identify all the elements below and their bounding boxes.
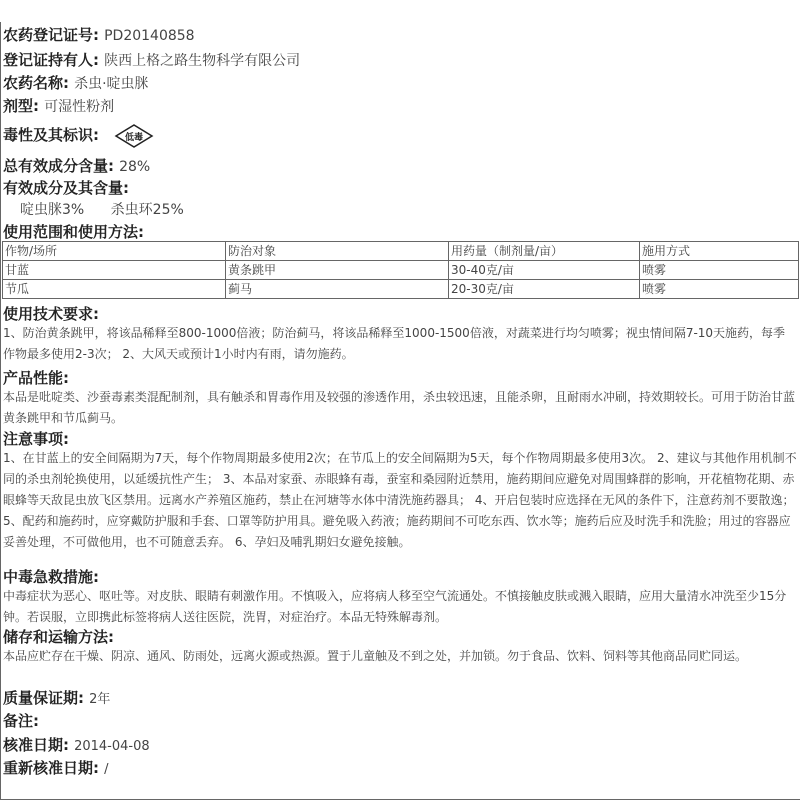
approval-date-row: [3, 735, 150, 757]
table-row: [3, 261, 799, 280]
formulation-label: 剂型:: [3, 97, 39, 115]
performance-text: 本品是吡啶类、沙蚕毒素类混配制剂，具有触杀和胃毒作用及较强的渗透作用，杀虫较迅速，且能杀卵，且耐雨水冲刷，持效期较长。可用于防治甘蓝黄条跳甲和节瓜蓟马。: [3, 390, 796, 425]
storage-text: 本品应贮存在干燥、阴凉、通风、防雨处，远离火源或热源。置于儿童触及不到之处，并加锁。勿于食品、饮料、饲料等其他商品同贮同运。: [3, 649, 748, 663]
low-toxicity-diamond-icon: [114, 123, 154, 149]
remarks-row: [3, 711, 39, 732]
warranty-value: 2年: [89, 692, 111, 707]
formulation-row: [3, 96, 114, 117]
technical-heading-row: [3, 304, 99, 324]
first-aid-label: 中毒急救措施:: [3, 568, 99, 586]
table-header-cell: 施用方式: [640, 242, 799, 261]
registration-number-value: PD20140858: [104, 28, 195, 44]
precautions-text: 1、在甘蓝上的安全间隔期为7天，每个作物周期最多使用2次；在节瓜上的安全间隔期为5天，每个作物周期最多使用3次。 2、建议与其他作用机制不同的杀虫剂轮换使用，以延缓抗性产生； 3、本品对家蚕、赤眼蜂有毒，蚕室和桑园附近禁用，施药期间应避免对周围蜂群的影响，开花植物花期、赤眼蜂等天敌昆虫放飞区禁用。远离水产养殖区施药，禁止在河塘等水体中清洗施药器具； 4、开启包装时应选择在无风的条件下，注意药剂不要散逸； 5、配药和施药时，应穿戴防护服和手套、口罩等防护用具。避免吸入药液；施药期间不可吃东西、饮水等；施药后应及时洗手和洗脸；用过的容器应妥善处理，不可做他用，也不可随意丢弃。 6、孕妇及哺乳期妇女避免接触。: [3, 451, 797, 549]
technical-text: 1、防治黄条跳甲，将该品稀释至800-1000倍液；防治蓟马，将该品稀释至1000-1500倍液，对蔬菜进行均匀喷雾；视虫情间隔7-10天施药，每季作物最多使用2-3次； 2、大风天或预计1小时内有雨，请勿施药。: [3, 326, 786, 361]
precautions-label: 注意事项:: [3, 430, 69, 448]
table-row: [3, 280, 799, 299]
toxicity-badge-text: 低毒: [125, 132, 144, 143]
total-content-label: 总有效成分含量:: [3, 157, 114, 175]
table-cell: 黄条跳甲: [226, 261, 449, 280]
first-aid-text: 中毒症状为恶心、呕吐等。对皮肤、眼睛有刺激作用。不慎吸入，应将病人移至空气流通处。不慎接触皮肤或溅入眼睛，应用大量清水冲洗至少15分钟。若误服，立即携此标签将病人送往医院，洗胃，对症治疗。本品无特殊解毒剂。: [3, 589, 787, 624]
product-name-label: 农药名称:: [3, 74, 69, 92]
precautions-heading-row: [3, 429, 69, 449]
performance-label: 产品性能:: [3, 369, 69, 387]
registration-number-row: [3, 25, 195, 46]
table-header-cell: 作物/场所: [3, 242, 226, 261]
holder-row: [3, 50, 300, 71]
table-cell: 30-40克/亩: [449, 261, 640, 280]
toxicity-row: [3, 120, 154, 150]
table-cell: 节瓜: [3, 280, 226, 299]
table-cell: 喷雾: [640, 261, 799, 280]
table-cell: 20-30克/亩: [449, 280, 640, 299]
table-cell: 蓟马: [226, 280, 449, 299]
remarks-label: 备注:: [3, 712, 39, 730]
warranty-label: 质量保证期:: [3, 689, 84, 707]
usage-label: 使用范围和使用方法:: [3, 223, 144, 241]
ingredients-label: 有效成分及其含量:: [3, 179, 129, 197]
table-header-cell: 用药量（制剂量/亩）: [449, 242, 640, 261]
ingredient-item: 杀虫环25%: [110, 202, 184, 218]
performance-heading-row: [3, 368, 69, 388]
total-content-row: [3, 156, 150, 177]
warranty-row: [3, 688, 110, 710]
usage-table: [2, 241, 799, 299]
table-cell: 喷雾: [640, 280, 799, 299]
ingredient-item: 啶虫脒3%: [20, 202, 85, 218]
product-name-row: [3, 73, 149, 94]
ingredients-heading-row: [3, 178, 129, 198]
table-cell: 甘蓝: [3, 261, 226, 280]
first-aid-heading-row: [3, 567, 99, 587]
table-header-row: [3, 242, 799, 261]
technical-label: 使用技术要求:: [3, 305, 99, 323]
holder-label: 登记证持有人:: [3, 51, 99, 69]
table-header-cell: 防治对象: [226, 242, 449, 261]
ingredients-list: [20, 200, 206, 220]
product-name-value: 杀虫·啶虫脒: [74, 76, 149, 92]
storage-heading-row: [3, 627, 114, 647]
reapproval-date-value: /: [104, 762, 109, 777]
approval-date-value: 2014-04-08: [74, 739, 150, 754]
formulation-value: 可湿性粉剂: [44, 99, 115, 115]
storage-label: 储存和运输方法:: [3, 628, 114, 646]
approval-date-label: 核准日期:: [3, 736, 69, 754]
toxicity-label: 毒性及其标识:: [3, 126, 99, 144]
reapproval-date-row: [3, 758, 108, 780]
usage-heading-row: [3, 222, 144, 242]
holder-value: 陕西上格之路生物科学有限公司: [104, 53, 301, 69]
total-content-value: 28%: [119, 159, 151, 175]
reapproval-date-label: 重新核准日期:: [3, 759, 99, 777]
registration-number-label: 农药登记证号:: [3, 26, 99, 44]
